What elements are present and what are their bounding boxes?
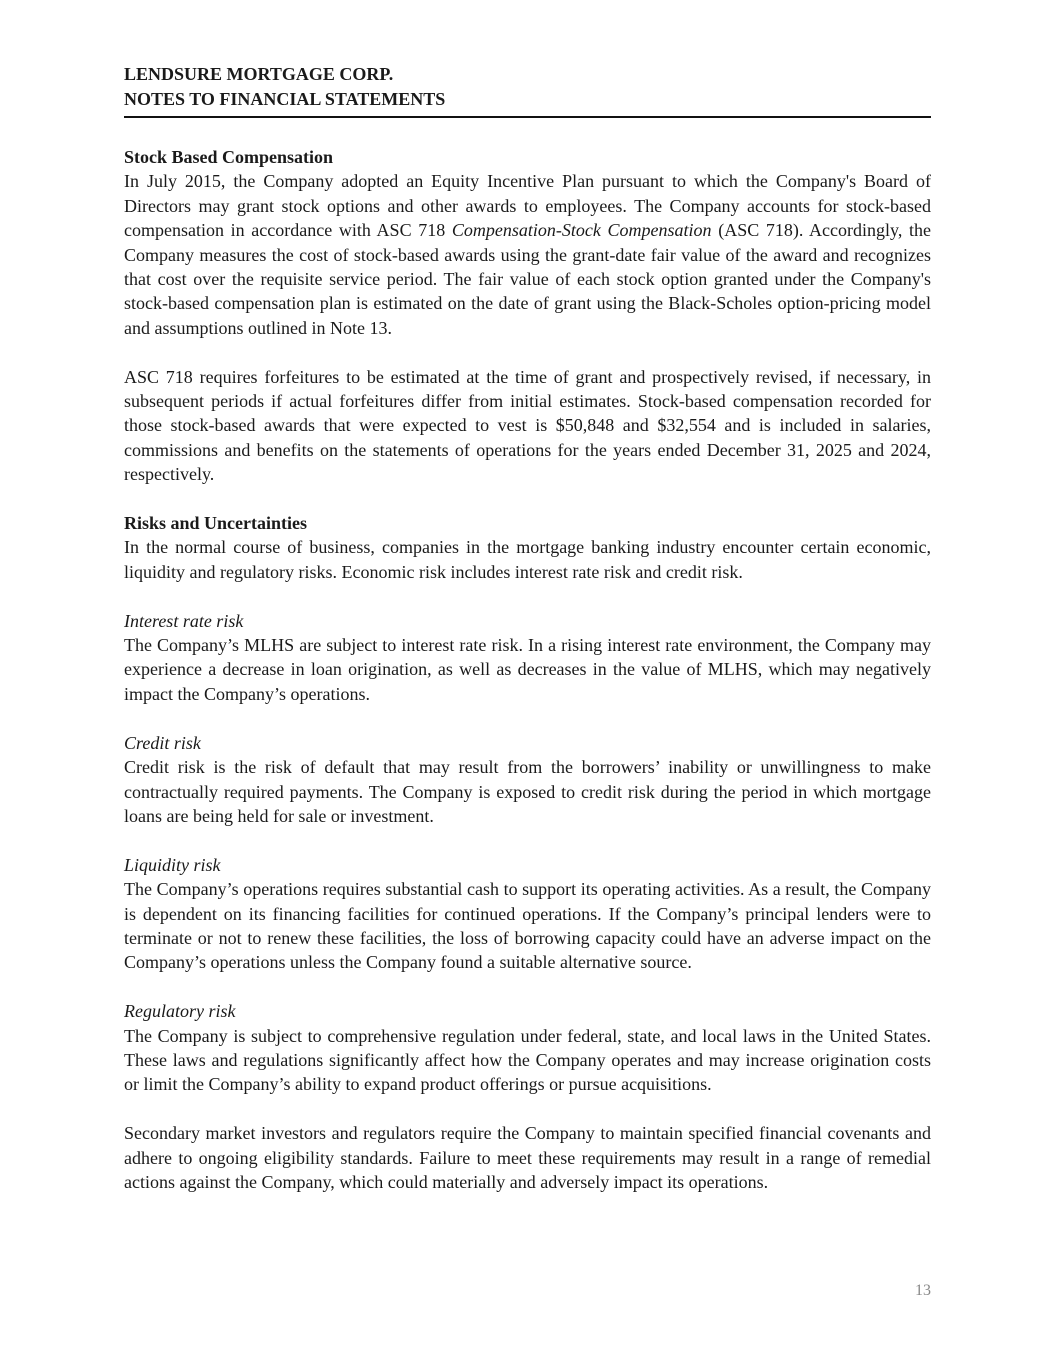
company-name: LENDSURE MORTGAGE CORP. <box>124 64 394 84</box>
stock-paragraph-2: ASC 718 requires forfeitures to be estimated at the time of grant and prospectively revised, if necessary, in subsequent periods if actual forfeitures differ from initial estimates. Stock-based compensation recorded for those stock-based awards that were expected to vest is $50,848 and $32,554 and is included in salaries, commissions and benefits on the statements of operations for the years ended December 31, 2025 and 2024, respectively. <box>124 366 931 485</box>
page-number: 13 <box>915 1282 931 1299</box>
subhead-interest-rate-risk: Interest rate risk <box>124 610 244 631</box>
text-span: (ASC 718). Accordingly, the Company measures the cost of stock-based awards using the grant-date fair value of the award and recognizes that cost over the requisite service period. The fair value of each stock option granted under the Company's stock-based compensation plan is estimated on the date of grant using the Black-Scholes option-pricing model and assumptions outlined in Note 13. <box>124 220 931 338</box>
credit-risk-text: Credit risk is the risk of default that may result from the borrowers’ inability or unwillingness to make contractually required payments. The Company is exposed to credit risk during the period in which mortgage loans are being held for sale or investment. <box>124 757 931 826</box>
liquidity-risk-text: The Company’s operations requires substantial cash to support its operating activities. As a result, the Company is dependent on its financing facilities for continued operations. If the Company’s principal lenders were to terminate or not to renew these facilities, the loss of borrowing capacity could have an adverse impact on the Company’s operations unless the Company found a suitable alternative source. <box>124 879 931 973</box>
interest-rate-risk-text: The Company’s MLHS are subject to interest rate risk. In a rising interest rate environment, the Company may experience a decrease in loan origination, as well as decreases in the value of MLHS, which may negatively impact the Company’s operations. <box>124 635 931 704</box>
text-span: In July 2015, the Company adopted an Equity Incentive Plan pursuant to which the Company's Board of Directors may grant stock options and other awards to employees. The Company accounts for stock-based compensation in accordance with ASC 718 <box>124 171 931 241</box>
document-header <box>124 62 931 112</box>
subhead-credit-risk: Credit risk <box>124 732 201 753</box>
section-heading-risks: Risks and Uncertainties <box>124 513 308 534</box>
italic-reference: Compensation-Stock Compensation <box>451 220 712 241</box>
subhead-regulatory-risk: Regulatory risk <box>124 1001 236 1022</box>
header-divider <box>124 116 931 118</box>
document-title: NOTES TO FINANCIAL STATEMENTS <box>124 89 446 109</box>
risks-intro: In the normal course of business, companies in the mortgage banking industry encounter certain economic, liquidity and regulatory risks. Economic risk includes interest rate risk and credit risk. <box>124 537 931 582</box>
secondary-market-text: Secondary market investors and regulators require the Company to maintain specified financial covenants and adhere to ongoing eligibility standards. Failure to meet these requirements may result in a range of remedial actions against the Company, which could materially and adversely impact its operations. <box>124 1123 931 1192</box>
subhead-liquidity-risk: Liquidity risk <box>124 854 221 875</box>
document-body <box>124 145 931 1219</box>
stock-paragraph-1 <box>124 169 931 340</box>
section-heading-stock-compensation: Stock Based Compensation <box>124 147 334 167</box>
regulatory-risk-text: The Company is subject to comprehensive regulation under federal, state, and local laws in the United States. These laws and regulations significantly affect how the Company operates and may increase origination costs or limit the Company’s ability to expand product offerings or pursue acquisitions. <box>124 1025 931 1095</box>
